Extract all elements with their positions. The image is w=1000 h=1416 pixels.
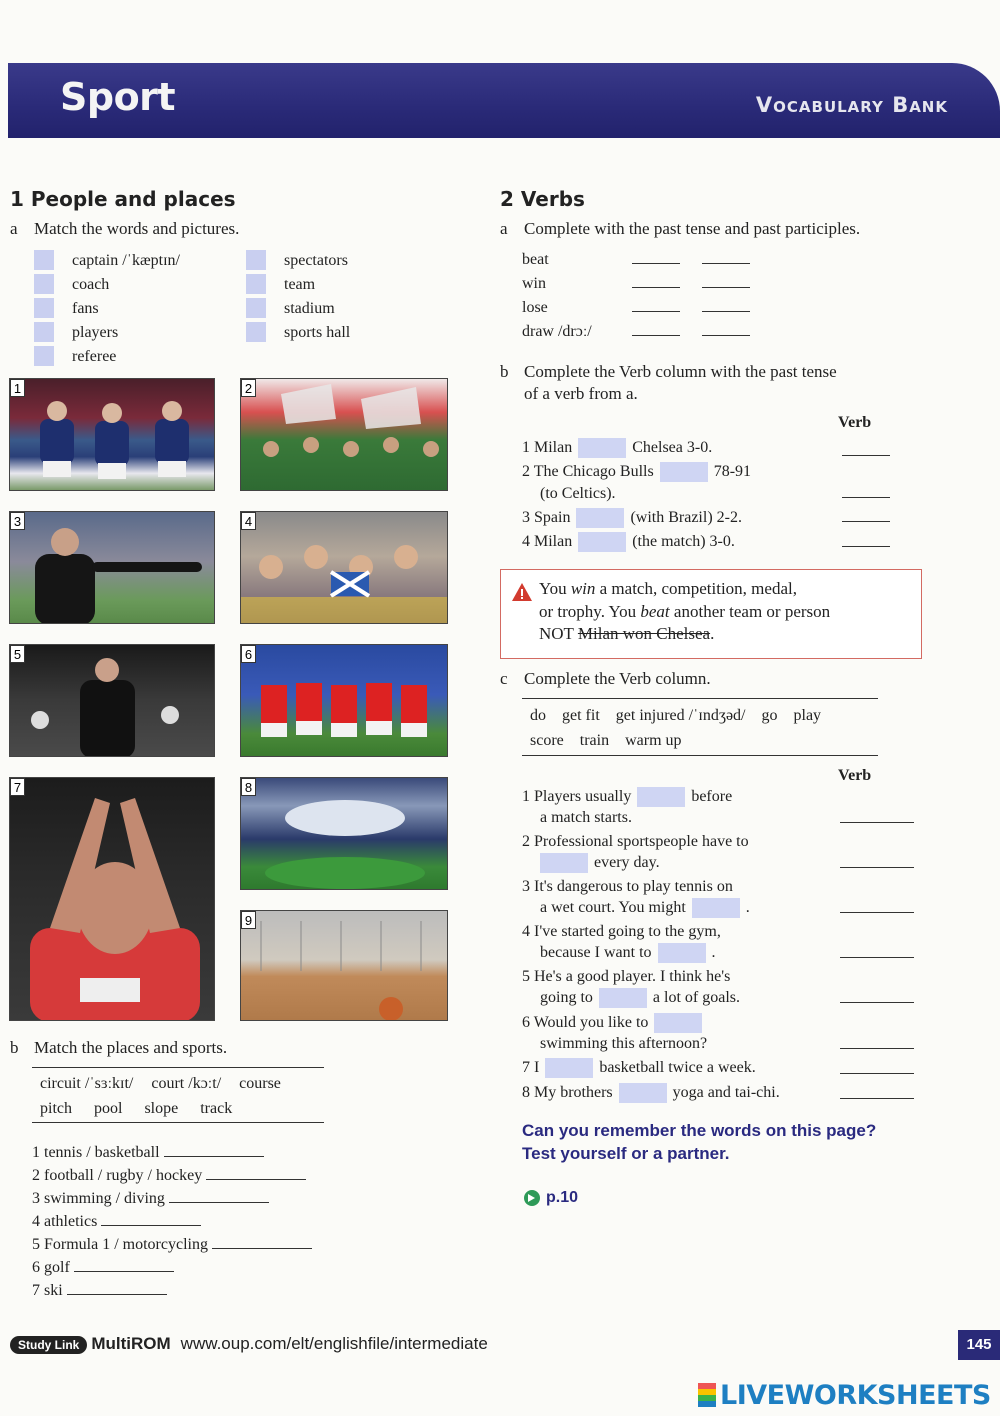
verb-draw: draw /drɔː/ <box>522 323 592 340</box>
gap-box[interactable] <box>578 438 626 458</box>
past-participle-line[interactable] <box>702 311 750 312</box>
word-players: players <box>72 324 119 341</box>
sentence-2c-8: 8 My brothers yoga and tai-chi. <box>522 1082 780 1104</box>
sentence-2c-7: 7 I basketball twice a week. <box>522 1057 756 1079</box>
page-reference-link[interactable]: p.10 <box>524 1189 578 1207</box>
sentence-2c-5-line2: going to a lot of goals. <box>540 987 740 1009</box>
photo-6-team <box>240 644 448 757</box>
sentence-2b-4: 4 Milan (the match) 3-0. <box>522 531 735 553</box>
sentence-2c-6-line2: swimming this afternoon? <box>540 1035 708 1052</box>
sentence-2c-1: 1 Players usually before <box>522 786 732 808</box>
instruction-2c: c Complete the Verb column. <box>500 669 711 688</box>
multirom-label: MultiROM <box>91 1334 171 1353</box>
section-label: Vocabulary Bank <box>755 93 948 117</box>
photo-number: 6 <box>241 645 256 663</box>
verb-answer-line[interactable] <box>840 1002 914 1003</box>
answer-box-players[interactable] <box>34 322 54 342</box>
word-bank-verbs-row2: score train warm up <box>530 732 682 749</box>
divider <box>522 698 878 699</box>
section-heading-people-places: 1 People and places <box>10 187 236 211</box>
gap-box[interactable] <box>660 462 708 482</box>
verb-answer-line[interactable] <box>842 546 890 547</box>
divider <box>32 1122 324 1123</box>
past-participle-line[interactable] <box>702 287 750 288</box>
answer-box-spectators[interactable] <box>246 250 266 270</box>
sentence-2c-4: 4 I've started going to the gym, <box>522 923 721 940</box>
word-stadium: stadium <box>284 300 335 317</box>
list-item: 1 tennis / basketball <box>32 1142 264 1164</box>
gap-box[interactable] <box>637 787 685 807</box>
sentence-2b-2-line2: (to Celtics). <box>540 485 616 502</box>
photo-number: 1 <box>10 379 25 397</box>
word-team: team <box>284 276 316 293</box>
word-bank-places-row1: circuit /ˈsɜːkɪt/ court /kɔːt/ course <box>40 1075 281 1092</box>
instruction-2a: a Complete with the past tense and past participles. <box>500 219 861 238</box>
answer-line[interactable] <box>169 1189 269 1203</box>
answer-box-fans[interactable] <box>34 298 54 318</box>
answer-line[interactable] <box>74 1258 174 1272</box>
divider <box>32 1067 324 1068</box>
gap-box[interactable] <box>576 508 624 528</box>
instruction-1b: b Match the places and sports. <box>10 1038 228 1057</box>
brand-logo-icon <box>698 1383 716 1407</box>
instruction-2b: b Complete the Verb column with the past tense <box>500 362 837 381</box>
sentence-2c-1-line2: a match starts. <box>540 809 632 826</box>
sentence-2c-3: 3 It's dangerous to play tennis on <box>522 878 733 895</box>
photo-7-captain <box>9 777 215 1021</box>
section-heading-verbs: 2 Verbs <box>500 187 585 211</box>
sentence-2b-1: 1 Milan Chelsea 3-0. <box>522 437 712 459</box>
instruction-2b-line2: of a verb from a. <box>524 384 638 403</box>
sentence-2b-2: 2 The Chicago Bulls 78-91 <box>522 461 751 483</box>
verb-lose: lose <box>522 299 548 316</box>
verb-column-header-c: Verb <box>838 767 872 784</box>
study-link-badge: Study Link <box>10 1336 87 1354</box>
word-bank-places-row2: pitch pool slope track <box>40 1100 233 1117</box>
answer-line[interactable] <box>212 1235 312 1249</box>
answer-line[interactable] <box>67 1281 167 1295</box>
sentence-2c-6: 6 Would you like to <box>522 1012 708 1034</box>
remember-prompt: Can you remember the words on this page? Test yourself or a partner. <box>522 1121 877 1163</box>
past-participle-line[interactable] <box>702 263 750 264</box>
sentence-2c-2: 2 Professional sportspeople have to <box>522 833 749 850</box>
gap-box[interactable] <box>692 898 740 918</box>
usage-note-text: You win a match, competition, medal, or trophy. You beat another team or person NOT Milan won Chelsea. <box>539 579 831 644</box>
verb-answer-line[interactable] <box>840 822 914 823</box>
answer-box-team[interactable] <box>246 274 266 294</box>
verb-column-header: Verb <box>838 414 872 431</box>
answer-box-stadium[interactable] <box>246 298 266 318</box>
divider <box>522 755 878 756</box>
sentence-2b-3: 3 Spain (with Brazil) 2-2. <box>522 507 742 529</box>
footer-url[interactable]: www.oup.com/elt/englishfile/intermediate <box>180 1334 488 1353</box>
photo-number: 2 <box>241 379 256 397</box>
past-tense-line[interactable] <box>632 287 680 288</box>
list-item: 2 football / rugby / hockey <box>32 1165 306 1187</box>
instruction-1a: a Match the words and pictures. <box>10 219 240 238</box>
word-spectators: spectators <box>284 252 348 269</box>
photo-2-fans <box>240 378 448 491</box>
photo-4-spectators <box>240 511 448 624</box>
warning-icon <box>511 582 533 602</box>
page-number: 145 <box>958 1330 1000 1360</box>
past-tense-line[interactable] <box>632 263 680 264</box>
photo-number: 9 <box>241 911 256 929</box>
footer <box>10 1334 488 1354</box>
photo-number: 8 <box>241 778 256 796</box>
gap-box[interactable] <box>545 1058 593 1078</box>
answer-box-sports-hall[interactable] <box>246 322 266 342</box>
photo-1-players <box>9 378 215 491</box>
brand-watermark: LIVEWORKSHEETS <box>698 1380 991 1411</box>
list-item: 5 Formula 1 / motorcycling <box>32 1234 312 1256</box>
word-bank-verbs-row1: do get fit get injured /ˈɪndʒəd/ go play <box>530 707 822 724</box>
verb-beat: beat <box>522 251 549 268</box>
word-coach: coach <box>72 276 110 293</box>
past-participle-line[interactable] <box>702 335 750 336</box>
verb-answer-line[interactable] <box>842 521 890 522</box>
sentence-2c-5: 5 He's a good player. I think he's <box>522 968 731 985</box>
sentence-2c-3-line2: a wet court. You might . <box>540 897 750 919</box>
answer-line[interactable] <box>206 1166 306 1180</box>
photo-number: 4 <box>241 512 256 530</box>
photo-8-stadium <box>240 777 448 890</box>
list-item: 6 golf <box>32 1257 174 1279</box>
past-tense-line[interactable] <box>632 335 680 336</box>
gap-box[interactable] <box>540 853 588 873</box>
usage-note <box>500 569 922 659</box>
verb-answer-line[interactable] <box>840 867 914 868</box>
verb-answer-line[interactable] <box>842 455 890 456</box>
word-sports-hall: sports hall <box>284 324 351 341</box>
page-header <box>8 63 1000 138</box>
photo-number: 3 <box>10 512 25 530</box>
verb-win: win <box>522 275 546 292</box>
answer-box-coach[interactable] <box>34 274 54 294</box>
verb-answer-line[interactable] <box>840 1098 914 1099</box>
gap-box[interactable] <box>654 1013 702 1033</box>
photo-3-referee <box>9 511 215 624</box>
word-fans: fans <box>72 300 99 317</box>
arrow-circle-icon <box>524 1190 540 1206</box>
gap-box[interactable] <box>619 1083 667 1103</box>
gap-box[interactable] <box>599 988 647 1008</box>
sentence-2c-2-line2: every day. <box>540 852 660 874</box>
answer-box-captain[interactable] <box>34 250 54 270</box>
list-item: 4 athletics <box>32 1211 201 1233</box>
gap-box[interactable] <box>658 943 706 963</box>
photo-number: 5 <box>10 645 25 663</box>
gap-box[interactable] <box>578 532 626 552</box>
verb-answer-line[interactable] <box>840 912 914 913</box>
photo-9-sports-hall <box>240 910 448 1021</box>
verb-answer-line[interactable] <box>840 957 914 958</box>
verb-answer-line[interactable] <box>840 1073 914 1074</box>
past-tense-line[interactable] <box>632 311 680 312</box>
verb-answer-line[interactable] <box>840 1048 914 1049</box>
sentence-2c-4-line2: because I want to . <box>540 942 716 964</box>
answer-box-referee[interactable] <box>34 346 54 366</box>
page-title: Sport <box>60 75 176 119</box>
verb-answer-line[interactable] <box>842 497 890 498</box>
answer-line[interactable] <box>101 1212 201 1226</box>
photo-5-coach <box>9 644 215 757</box>
list-item: 3 swimming / diving <box>32 1188 269 1210</box>
word-captain: captain /ˈkæptɪn/ <box>72 252 180 269</box>
word-referee: referee <box>72 348 117 365</box>
photo-number: 7 <box>10 778 25 796</box>
answer-line[interactable] <box>164 1143 264 1157</box>
list-item: 7 ski <box>32 1280 167 1302</box>
